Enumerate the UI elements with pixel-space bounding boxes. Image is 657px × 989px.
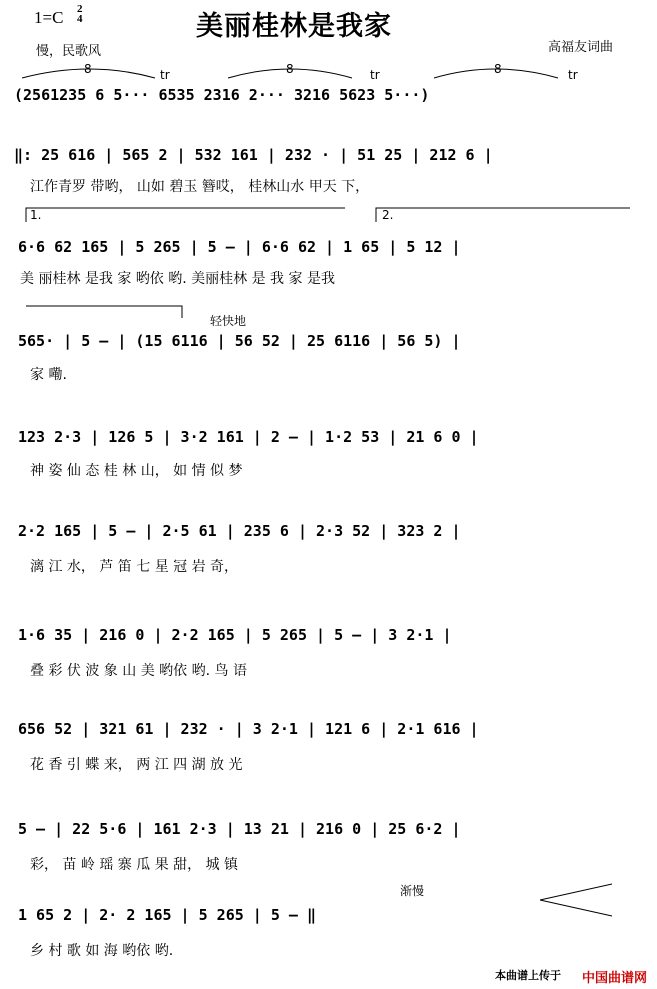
score-row-2-lyrics: 江作青罗 带哟， 山如 碧玉 簪哎， 桂林山水 甲天 下，: [30, 179, 370, 195]
slur-mark: [22, 69, 155, 78]
score-row-10-notes: 1 65 2 | 2· 2 165 | 5 265 | 5 – ‖: [18, 906, 317, 924]
score-row-3-lyrics: 美 丽桂林 是我 家 哟依 哟. 美丽桂林 是 我 家 是我: [20, 271, 335, 287]
page-title: 美丽桂林是我家: [196, 11, 392, 42]
octave-mark: 8: [84, 62, 92, 76]
score-row-8-lyrics: 花 香 引 蝶 来， 两 江 四 湖 放 光: [30, 757, 243, 773]
score-row-3-notes: 6·6 62 165 | 5 265 | 5 – | 6·6 62 | 1 65 | 5 12 |: [18, 238, 461, 256]
volta-bracket-2: [376, 208, 630, 222]
score-row-7-notes: 1·6 35 | 216 0 | 2·2 165 | 5 265 | 5 – | 3 2·1 |: [18, 626, 452, 644]
time-bottom: 4: [77, 13, 83, 25]
octave-mark: 8: [494, 62, 502, 76]
octave-mark: 8: [286, 62, 294, 76]
trill-mark: tr: [568, 68, 578, 82]
volta-1: 1.: [30, 208, 42, 222]
trill-mark: tr: [160, 68, 170, 82]
volta-end-line: [26, 306, 182, 318]
score-row-6-lyrics: 漓 江 水， 芦 笛 七 星 冠 岩 奇，: [30, 559, 239, 575]
score-row-10-lyrics: 乡 村 歌 如 海 哟依 哟.: [30, 943, 174, 959]
score-row-2-notes: ‖: 25 616 | 565 2 | 532 161 | 232 · | 51 25 | 212 6 |: [14, 146, 493, 164]
volta-2: 2.: [382, 208, 394, 222]
decrescendo-mark: [540, 884, 612, 916]
score-row-5-lyrics: 神 姿 仙 态 桂 林 山， 如 情 似 梦: [30, 463, 243, 479]
score-row-9-lyrics: 彩， 苗 岭 瑶 寨 瓜 果 甜， 城 镇: [30, 857, 239, 873]
score-row-6-notes: 2·2 165 | 5 – | 2·5 61 | 235 6 | 2·3 52 | 323 2 |: [18, 522, 461, 540]
time-top: 2: [77, 3, 83, 15]
score-row-4-lyrics: 家 嘞.: [30, 367, 67, 383]
tempo-change-fast: 轻快地: [210, 314, 247, 328]
score-row-8-notes: 656 52 | 321 61 | 232 · | 3 2·1 | 121 6 | 2·1 616 |: [18, 720, 479, 738]
score-row-9-notes: 5 – | 22 5·6 | 161 2·3 | 13 21 | 216 0 | 25 6·2 |: [18, 820, 461, 838]
trill-mark: tr: [370, 68, 380, 82]
score-row-1-notes: (2561235 6 5··· 6535 2316 2··· 3216 5623 5···): [14, 86, 430, 104]
key-signature: 1=C: [34, 8, 64, 27]
score-row-5-notes: 123 2·3 | 126 5 | 3·2 161 | 2 – | 1·2 53 | 21 6 0 |: [18, 428, 479, 446]
author-credit: 高福友词曲: [548, 40, 614, 55]
slur-mark: [228, 69, 352, 78]
score-row-7-lyrics: 叠 彩 伏 波 象 山 美 哟依 哟. 鸟 语: [30, 663, 247, 679]
tempo-change-slow: 渐慢: [400, 884, 425, 898]
site-logo: 中国曲谱网: [581, 971, 647, 986]
upload-note: 本曲谱上传于: [495, 969, 561, 982]
tempo-marking: 慢，民歌风: [36, 44, 102, 59]
volta-bracket-1: [26, 208, 345, 222]
score-row-4-notes: 565· | 5 – | (15 6116 | 56 52 | 25 6116 | 56 5) |: [18, 332, 461, 350]
slur-mark: [434, 69, 558, 78]
